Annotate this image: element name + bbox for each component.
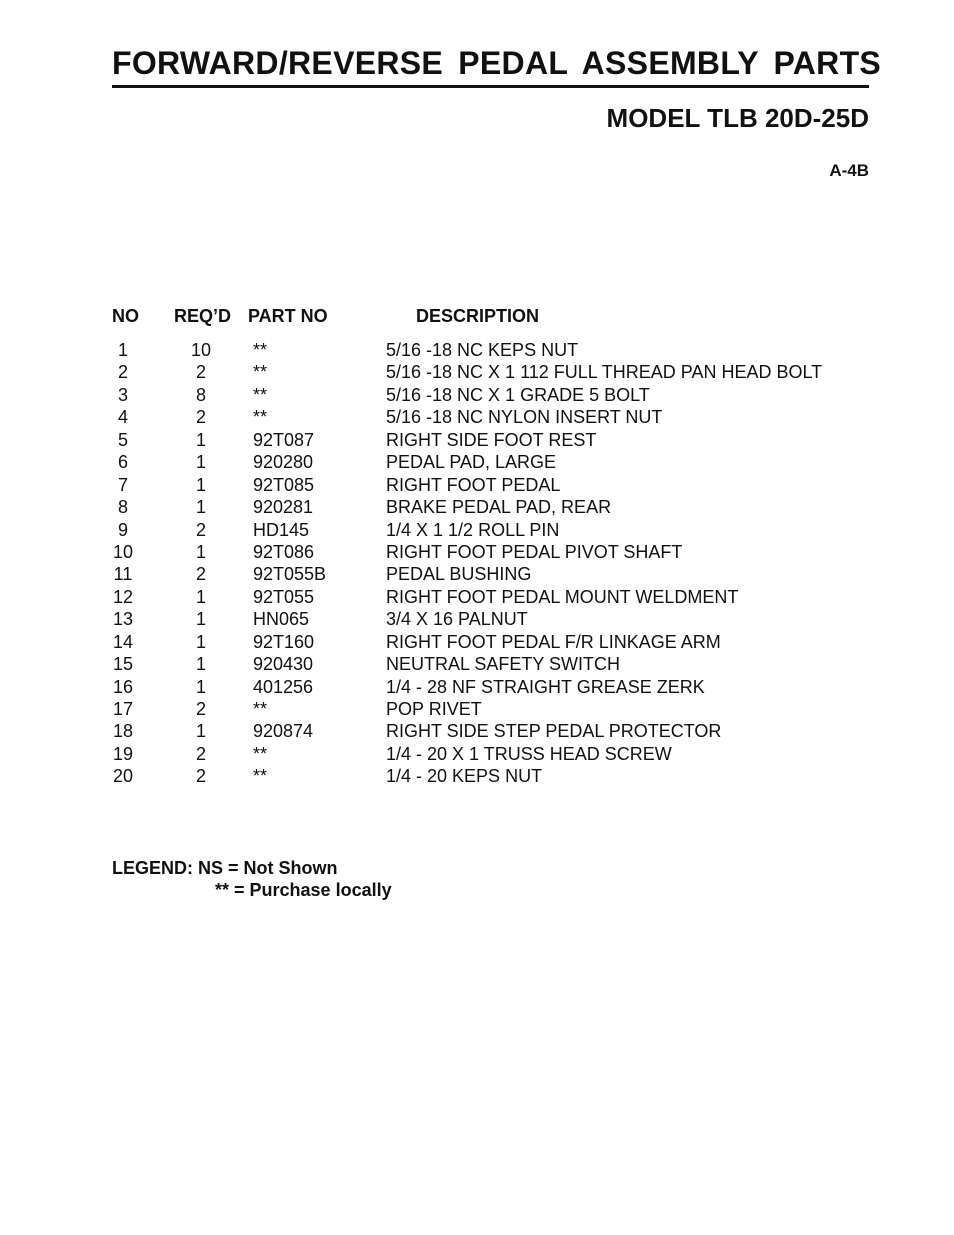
cell-no: 7 [117,474,128,495]
cell-description: PEDAL BUSHING [386,564,532,585]
table-row [0,676,954,698]
legend-not-shown: LEGEND: NS = Not Shown [112,858,338,878]
cell-description: RIGHT FOOT PEDAL F/R LINKAGE ARM [386,631,721,652]
cell-part-no: ** [253,362,268,383]
cell-no: 3 [117,384,128,405]
table-row [0,519,954,541]
cell-description: RIGHT FOOT PEDAL MOUNT WELDMENT [386,586,739,607]
cell-no: 12 [112,586,134,607]
title-underline [112,85,869,88]
cell-part-no: ** [253,340,268,360]
cell-description: BRAKE PEDAL PAD, REAR [386,497,612,518]
column-header-reqd: REQ’D [174,306,232,326]
cell-part-no: 920280 [253,452,314,473]
cell-description: 5/16 -18 NC NYLON INSERT NUT [386,407,663,428]
cell-no: 17 [112,699,134,719]
table-row [0,586,954,608]
cell-description: 1/4 - 20 KEPS NUT [386,766,543,787]
cell-part-no: 92T055B [253,564,327,585]
cell-no: 10 [112,541,134,562]
cell-reqd: 2 [195,766,206,787]
cell-description: 1/4 - 20 X 1 TRUSS HEAD SCREW [386,743,672,764]
cell-description: 3/4 X 16 PALNUT [386,609,528,630]
cell-description: 5/16 -18 NC X 1 112 FULL THREAD PAN HEAD BOLT [386,362,823,383]
table-row [0,698,954,720]
cell-description: 1/4 - 28 NF STRAIGHT GREASE ZERK [386,676,705,697]
cell-no: 14 [112,631,134,652]
table-row [0,653,954,675]
table-row [0,541,954,563]
table-row [0,339,954,361]
cell-part-no: 401256 [253,676,314,697]
cell-no: 8 [117,497,128,518]
cell-no: 9 [117,519,128,540]
cell-reqd: 1 [195,429,206,450]
cell-no: 1 [117,340,128,360]
cell-no: 18 [112,721,134,742]
cell-reqd: 2 [195,407,206,428]
cell-part-no: ** [253,766,268,787]
cell-description: POP RIVET [386,699,482,719]
cell-no: 2 [117,362,128,383]
column-header-part-no: PART NO [248,306,328,326]
page-reference: A-4B [829,161,869,180]
legend-purchase-locally: ** = Purchase locally [215,880,392,900]
cell-reqd: 1 [195,609,206,630]
page-title: FORWARD/REVERSE PEDAL ASSEMBLY PARTS [112,45,882,81]
cell-description: RIGHT FOOT PEDAL PIVOT SHAFT [386,541,683,562]
cell-reqd: 1 [195,474,206,495]
cell-description: NEUTRAL SAFETY SWITCH [386,654,621,675]
cell-reqd: 1 [195,497,206,518]
cell-description: RIGHT SIDE STEP PEDAL PROTECTOR [386,721,722,742]
column-header-no: NO [112,306,139,326]
cell-part-no: ** [253,699,268,719]
cell-reqd: 2 [195,564,206,585]
table-row [0,384,954,406]
cell-no: 15 [112,654,134,675]
cell-reqd: 1 [195,676,206,697]
cell-description: RIGHT SIDE FOOT REST [386,429,597,450]
table-row [0,720,954,742]
cell-description: PEDAL PAD, LARGE [386,452,557,473]
cell-description: 1/4 X 1 1/2 ROLL PIN [386,519,560,540]
table-row [0,474,954,496]
cell-no: 4 [117,407,128,428]
cell-description: 5/16 -18 NC KEPS NUT [386,340,579,360]
cell-part-no: HN065 [253,609,310,630]
cell-part-no: 92T086 [253,541,315,562]
table-row [0,563,954,585]
cell-description: 5/16 -18 NC X 1 GRADE 5 BOLT [386,384,650,405]
cell-reqd: 1 [195,654,206,675]
cell-description: RIGHT FOOT PEDAL [386,474,561,495]
column-header-description: DESCRIPTION [416,306,540,326]
cell-reqd: 1 [195,586,206,607]
table-row [0,496,954,518]
model-heading: MODEL TLB 20D-25D [606,103,869,133]
table-row [0,451,954,473]
cell-part-no: 920430 [253,654,314,675]
cell-no: 6 [117,452,128,473]
table-row [0,743,954,765]
table-row [0,406,954,428]
cell-part-no: 920874 [253,721,314,742]
cell-part-no: ** [253,407,268,428]
cell-reqd: 2 [195,362,206,383]
table-row [0,631,954,653]
cell-reqd: 1 [195,721,206,742]
cell-reqd: 2 [195,743,206,764]
cell-reqd: 1 [195,452,206,473]
table-row [0,765,954,787]
cell-reqd: 2 [195,699,206,719]
cell-part-no: 92T087 [253,429,315,450]
parts-table [0,339,954,788]
table-row [0,429,954,451]
cell-no: 16 [112,676,134,697]
cell-reqd: 8 [195,384,206,405]
cell-reqd: 1 [195,631,206,652]
cell-part-no: 92T160 [253,631,315,652]
cell-no: 5 [117,429,128,450]
cell-no: 11 [113,564,133,585]
cell-reqd: 10 [190,340,212,360]
table-row [0,608,954,630]
cell-no: 19 [112,743,134,764]
cell-reqd: 1 [195,541,206,562]
cell-part-no: ** [253,384,268,405]
cell-reqd: 2 [195,519,206,540]
cell-part-no: HD145 [253,519,310,540]
cell-part-no: 92T085 [253,474,315,495]
cell-no: 13 [112,609,134,630]
cell-part-no: 920281 [253,497,314,518]
cell-no: 20 [112,766,134,787]
cell-part-no: 92T055 [253,586,315,607]
cell-part-no: ** [253,743,268,764]
table-row [0,361,954,383]
